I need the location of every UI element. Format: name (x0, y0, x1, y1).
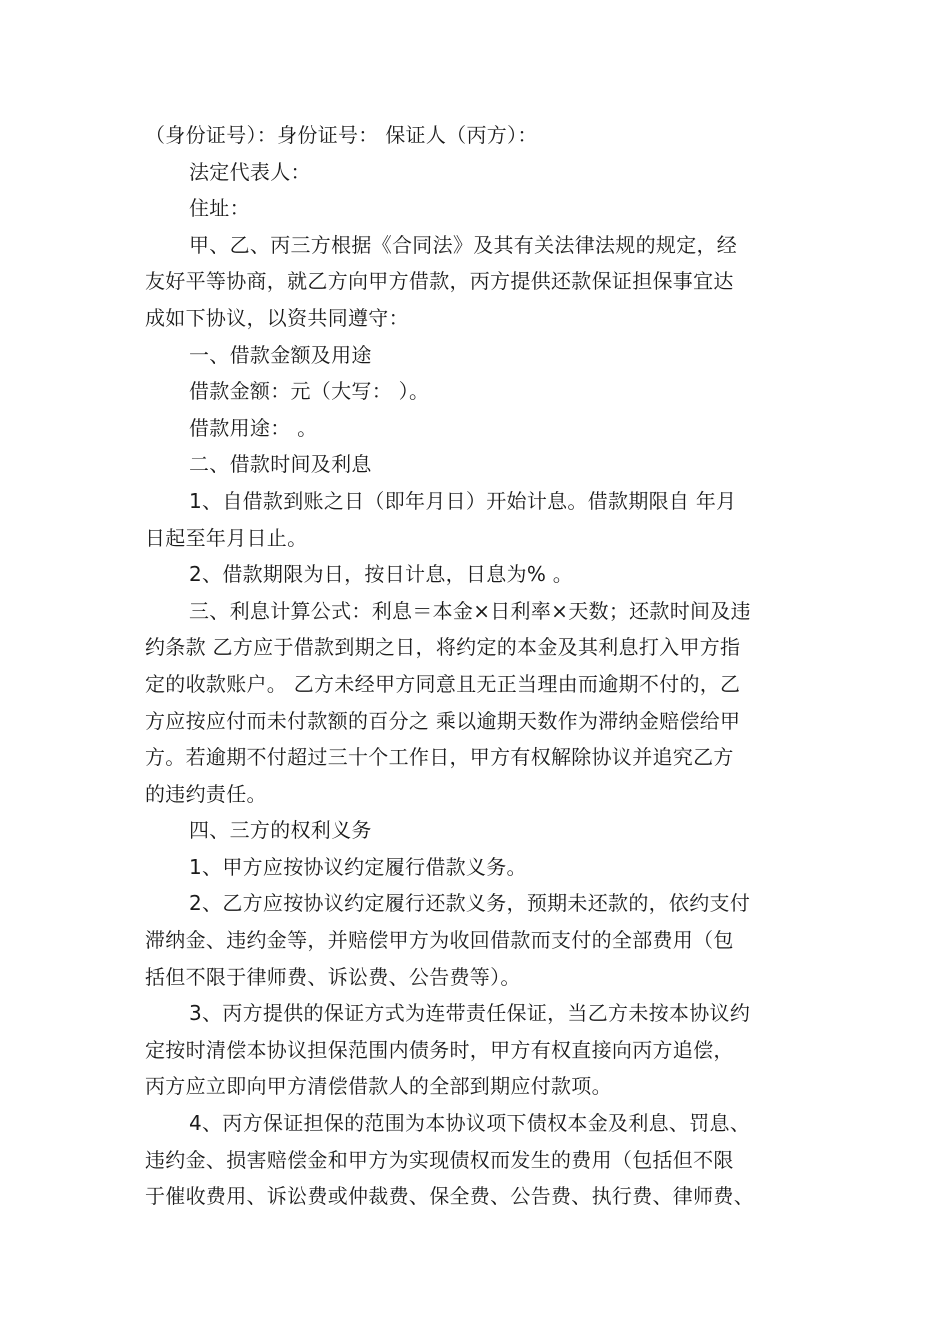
text-line: 定的收款账户。 乙方未经甲方同意且无正当理由而逾期不付的，乙 (145, 671, 741, 696)
section-heading: 二、借款时间及利息 (189, 452, 372, 477)
text-line: 甲、乙、丙三方根据《合同法》及其有关法律法规的规定，经 (189, 232, 738, 257)
text-line: 3、丙方提供的保证方式为连带责任保证，当乙方未按本协议约 (189, 1001, 751, 1026)
text-line: 友好平等协商，就乙方向甲方借款，丙方提供还款保证担保事宜达 (145, 269, 734, 294)
text-line: 方应按应付而未付款额的百分之 乘以逾期天数作为滞纳金赔偿给甲 (145, 708, 741, 733)
text-line: 方。若逾期不付超过三十个工作日，甲方有权解除协议并追究乙方 (145, 745, 734, 770)
section-heading: 一、借款金额及用途 (189, 342, 372, 367)
text-line: 的违约责任。 (145, 781, 267, 806)
text-line: 于催收费用、诉讼费或仲裁费、保全费、公告费、执行费、律师费、 (145, 1184, 754, 1209)
text-line: 定按时清偿本协议担保范围内债务时，甲方有权直接向丙方追偿， (145, 1037, 734, 1062)
text-line: （身份证号）：身份证号： 保证人（丙方）： (145, 123, 538, 147)
text-line: 违约金、损害赔偿金和甲方为实现债权而发生的费用（包括但不限 (145, 1147, 734, 1172)
text-line: 法定代表人： (189, 159, 311, 184)
section-heading: 四、三方的权利义务 (189, 818, 372, 843)
text-line: 住址： (189, 196, 250, 221)
text-line: 成如下协议，以资共同遵守： (145, 305, 409, 330)
text-line: 日起至年月日止。 (145, 525, 308, 550)
text-line: 借款金额：元（大写： ）。 (189, 379, 430, 404)
text-line: 约条款 乙方应于借款到期之日，将约定的本金及其利息打入甲方指 (145, 635, 741, 660)
text-line: 滞纳金、违约金等，并赔偿甲方为收回借款而支付的全部费用（包 (145, 928, 734, 953)
text-line: 丙方应立即向甲方清偿借款人的全部到期应付款项。 (145, 1074, 612, 1099)
text-line: 2、借款期限为日，按日计息，日息为% 。 (189, 562, 574, 587)
text-line: 借款用途： 。 (189, 415, 318, 440)
text-line: 括但不限于律师费、诉讼费、公告费等）。 (145, 964, 521, 989)
text-line: 2、乙方应按协议约定履行还款义务，预期未还款的，依约支付 (189, 891, 751, 916)
text-line: 1、自借款到账之日（即年月日）开始计息。借款期限自 年月 (189, 488, 737, 513)
section-heading: 三、利息计算公式：利息＝本金×日利率×天数；还款时间及违 (189, 598, 751, 623)
text-line: 1、甲方应按协议约定履行借款义务。 (189, 854, 527, 879)
text-line: 4、丙方保证担保的范围为本协议项下债权本金及利息、罚息、 (189, 1111, 751, 1136)
